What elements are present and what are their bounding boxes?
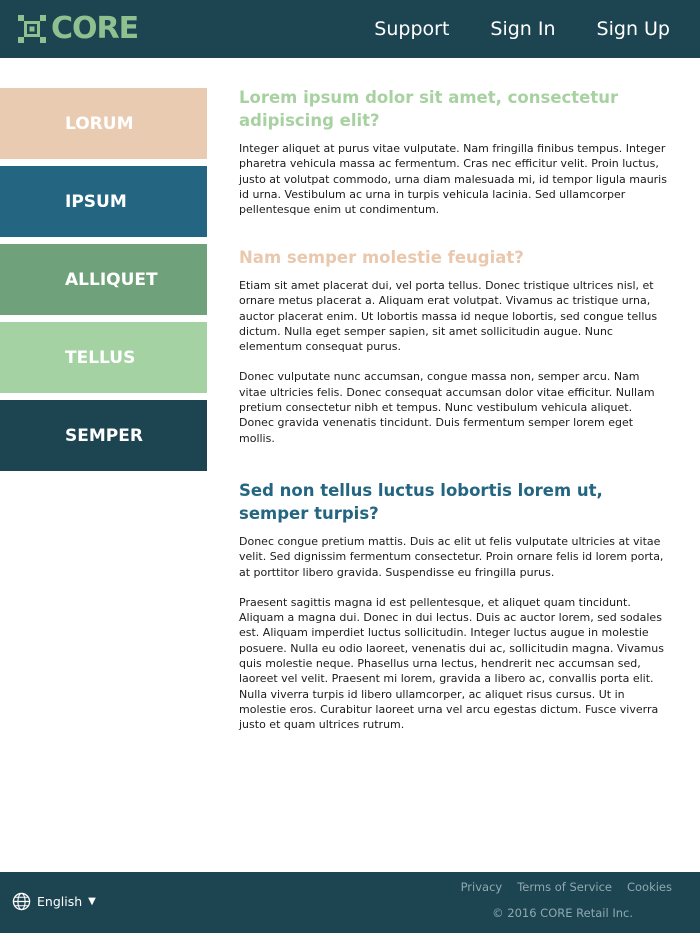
language-selector[interactable] [12,892,96,911]
footer-terms-link[interactable]: Terms of Service [517,880,612,894]
faq-section [239,246,667,446]
sidebar-item-alliquet[interactable]: ALLIQUET [0,244,207,315]
section-paragraph: Donec vulputate nunc accumsan, congue massa non, semper arcu. Nam vitae ultricies felis. Donec consequat accumsan dolor vitae efficitur. Nullam pretium consectetur nibh et tempus. Nunc vestibulum vehicula aliquet. Donec gravida venenatis tincidunt. Duis fermentum semper lorem eget mollis. [239,370,655,445]
sidebar [0,88,207,478]
language-label: English [37,894,83,909]
section-paragraph: Donec congue pretium mattis. Duis ac elit ut felis vulputate ultricies at vitae velit. Sed dignissim fermentum consectetur. Proin ornare felis id lorem porta, at porttitor libero gravida. Suspendisse eu fringilla purus. [239,535,664,579]
footer-cookies-link[interactable]: Cookies [626,880,672,894]
sidebar-item-tellus[interactable]: TELLUS [0,322,207,393]
header [0,0,700,58]
nav-sign-up-link[interactable]: Sign Up [596,18,670,40]
section-paragraph: Integer aliquet at purus vitae vulputate. Nam fringilla finibus tempus. Integer pharetra vehicula massa ac fermentum. Cras nec efficitur velit. Proin luctus, justo at volutpat commodo, urna diam malesuada mi, id tempor ligula mauris id urna. Vestibulum ac urna in turpis vehicula lacinia. Sed ullamcorper pellentesque enim ut condimentum. [239,142,667,217]
sidebar-item-ipsum[interactable]: IPSUM [0,166,207,237]
footer-links [446,880,672,894]
logo-icon [18,15,46,43]
faq-section [239,86,667,217]
section-paragraph: Etiam sit amet placerat dui, vel porta tellus. Donec tristique ultrices nisl, et ornare metus placerat a. Aliquam erat volutpat. Vivamus ac tristique urna, auctor placerat enim. Ut lobortis massa id neque lobortis, sed congue tellus dictum. Nulla eget semper sapien, sit amet sollicitudin augue. Nunc elementum consequat purus. [239,279,658,354]
section-heading: Nam semper molestie feugiat? [239,248,524,267]
logo-text: CORE [51,11,139,46]
logo[interactable] [18,11,139,46]
section-heading: Sed non tellus luctus lobortis lorem ut, semper turpis? [239,481,603,523]
section-heading: Lorem ipsum dolor sit amet, consectetur adipiscing elit? [239,88,619,130]
footer [0,872,700,933]
sidebar-item-semper[interactable]: SEMPER [0,400,207,471]
nav-support-link[interactable]: Support [374,18,450,40]
copyright-text: © 2016 CORE Retail Inc. [492,906,633,920]
caret-down-icon: ▼ [88,896,96,907]
top-nav [333,0,670,58]
footer-privacy-link[interactable]: Privacy [460,880,503,894]
faq-section [239,479,667,733]
nav-sign-in-link[interactable]: Sign In [490,18,556,40]
globe-icon [12,892,31,911]
sidebar-item-lorum[interactable]: LORUM [0,88,207,159]
section-paragraph: Praesent sagittis magna id est pellentesque, et aliquet quam tincidunt. Aliquam a magna dui. Donec in dui lectus. Duis ac auctor lorem, sed sodales est. Aliquam imperdiet luctus sollicitudin. Integer luctus augue in molestie posuere. Nulla eu odio laoreet, venenatis dui ac, sollicitudin magna. Vivamus quis molestie neque. Phasellus urna lectus, hendrerit nec accumsan sed, laoreet vel velit. Praesent mi lorem, gravida a libero ac, convallis porta elit. Nulla viverra turpis id libero ullamcorper, ac aliquet risus cursus. Ut in molestie eros. Curabitur laoreet urna vel arcu egestas dictum. Fusce viverra justo et quam ultrices rutrum. [239,595,664,732]
